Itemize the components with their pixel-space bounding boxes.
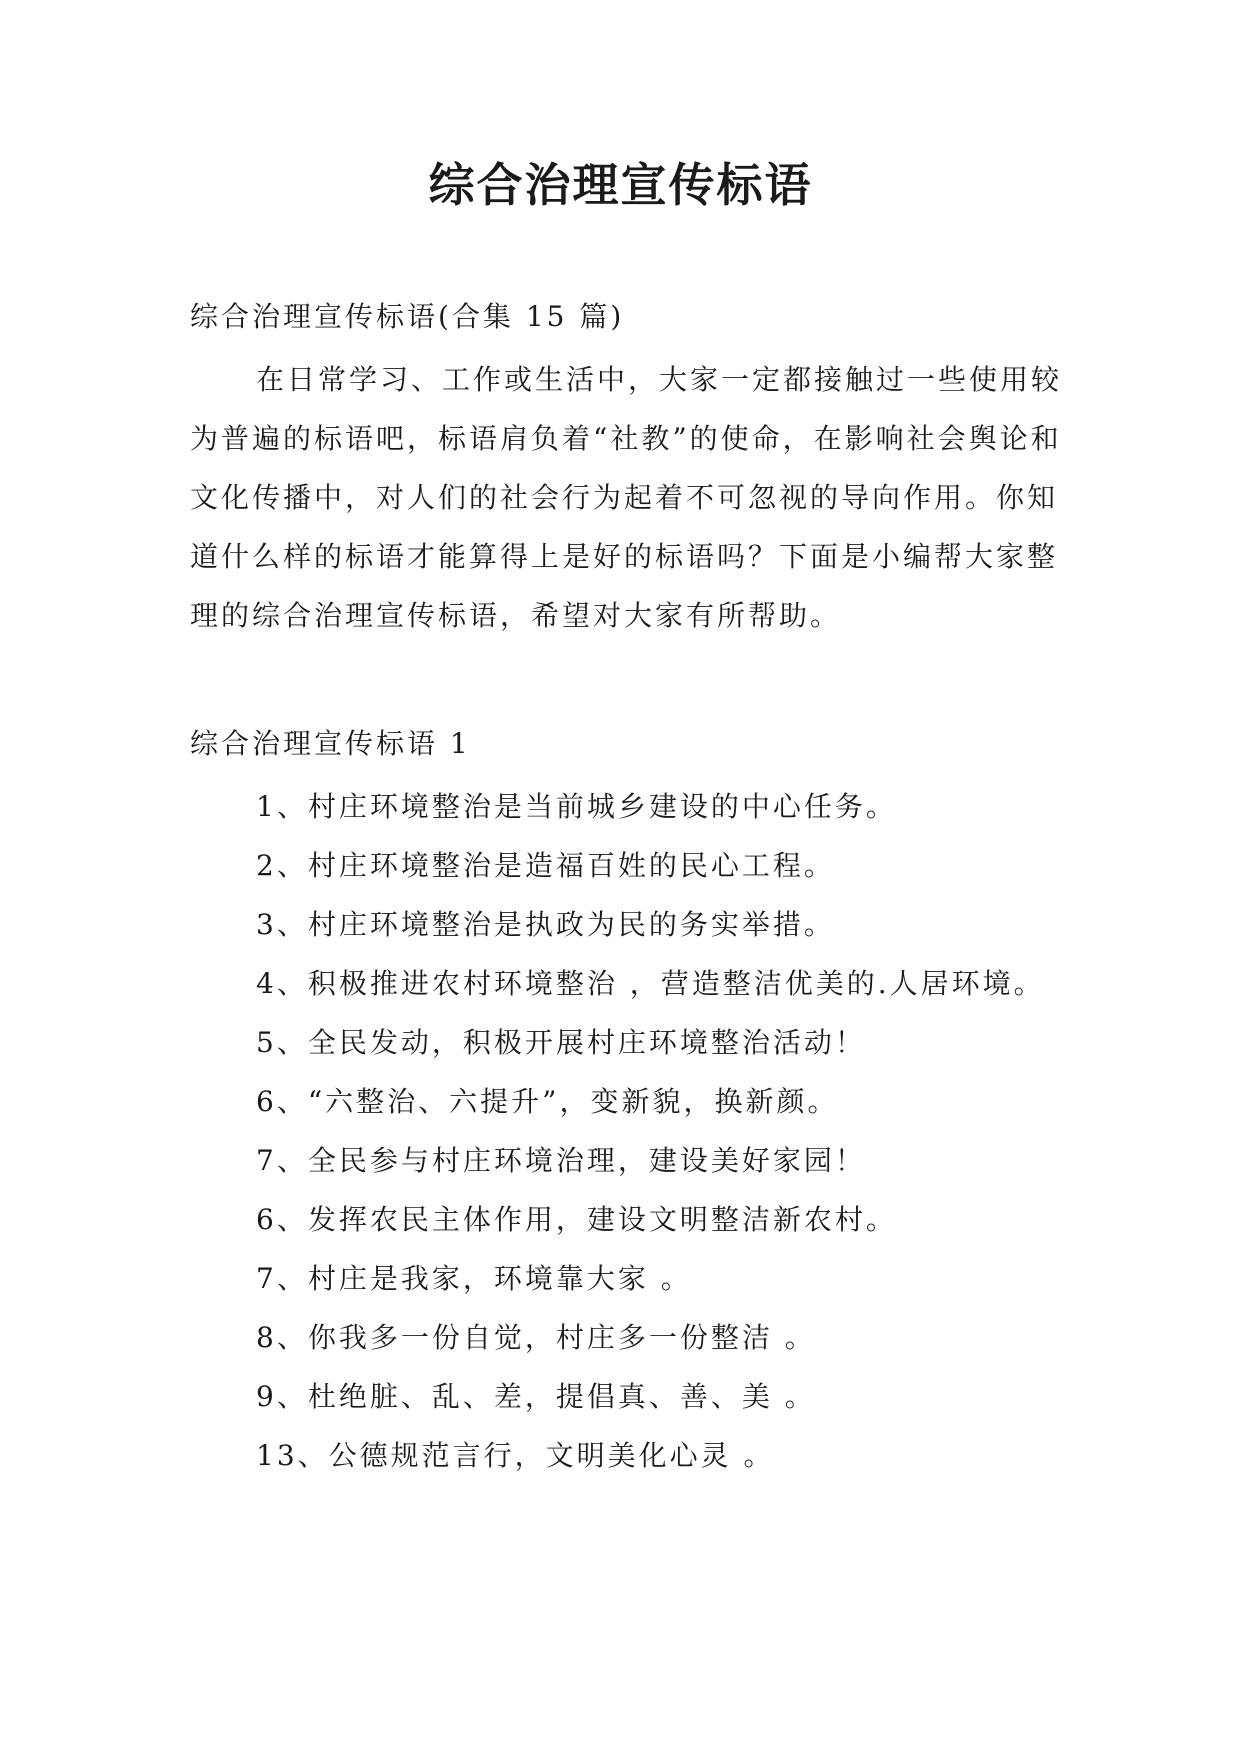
- intro-paragraph: 在日常学习、工作或生活中，大家一定都接触过一些使用较为普遍的标语吧，标语肩负着“社教”的使命，在影响社会舆论和文化传播中，对人们的社会行为起着不可忽视的导向作用。你知道什么样的标语才能算得上是好的标语吗？下面是小编帮大家整理的综合治理宣传标语，希望对大家有所帮助。: [190, 363, 1063, 632]
- slogan-item: 4、积极推进农村环境整治 ，营造整洁优美的.人居环境。: [256, 967, 1045, 1000]
- document-subtitle: 综合治理宣传标语(合集 15 篇): [190, 300, 625, 333]
- slogan-item: 2、村庄环境整治是造福百姓的民心工程。: [256, 849, 835, 882]
- slogan-item: 9、杜绝脏、乱、差，提倡真、善、美 。: [256, 1380, 816, 1413]
- slogan-list: [190, 777, 1070, 1485]
- slogan-item: 13、公德规范言行，文明美化心灵 。: [256, 1439, 775, 1472]
- slogan-item: 6、发挥农民主体作用，建设文明整洁新农村。: [256, 1203, 897, 1236]
- section-heading: 综合治理宣传标语 1: [190, 727, 471, 760]
- slogan-item: 8、你我多一份自觉，村庄多一份整洁 。: [256, 1321, 816, 1354]
- document-title: 综合治理宣传标语: [428, 158, 813, 212]
- slogan-item: 1、村庄环境整治是当前城乡建设的中心任务。: [256, 790, 897, 823]
- slogan-item: 7、全民参与村庄环境治理，建设美好家园！: [256, 1144, 866, 1177]
- slogan-item: 6、“六整治、六提升”，变新貌，换新颜。: [256, 1085, 839, 1118]
- slogan-item: 7、村庄是我家，环境靠大家 。: [256, 1262, 692, 1295]
- slogan-item: 3、村庄环境整治是执政为民的务实举措。: [256, 908, 835, 941]
- document-body: [190, 292, 1070, 1485]
- slogan-item: 5、全民发动，积极开展村庄环境整治活动！: [256, 1026, 866, 1059]
